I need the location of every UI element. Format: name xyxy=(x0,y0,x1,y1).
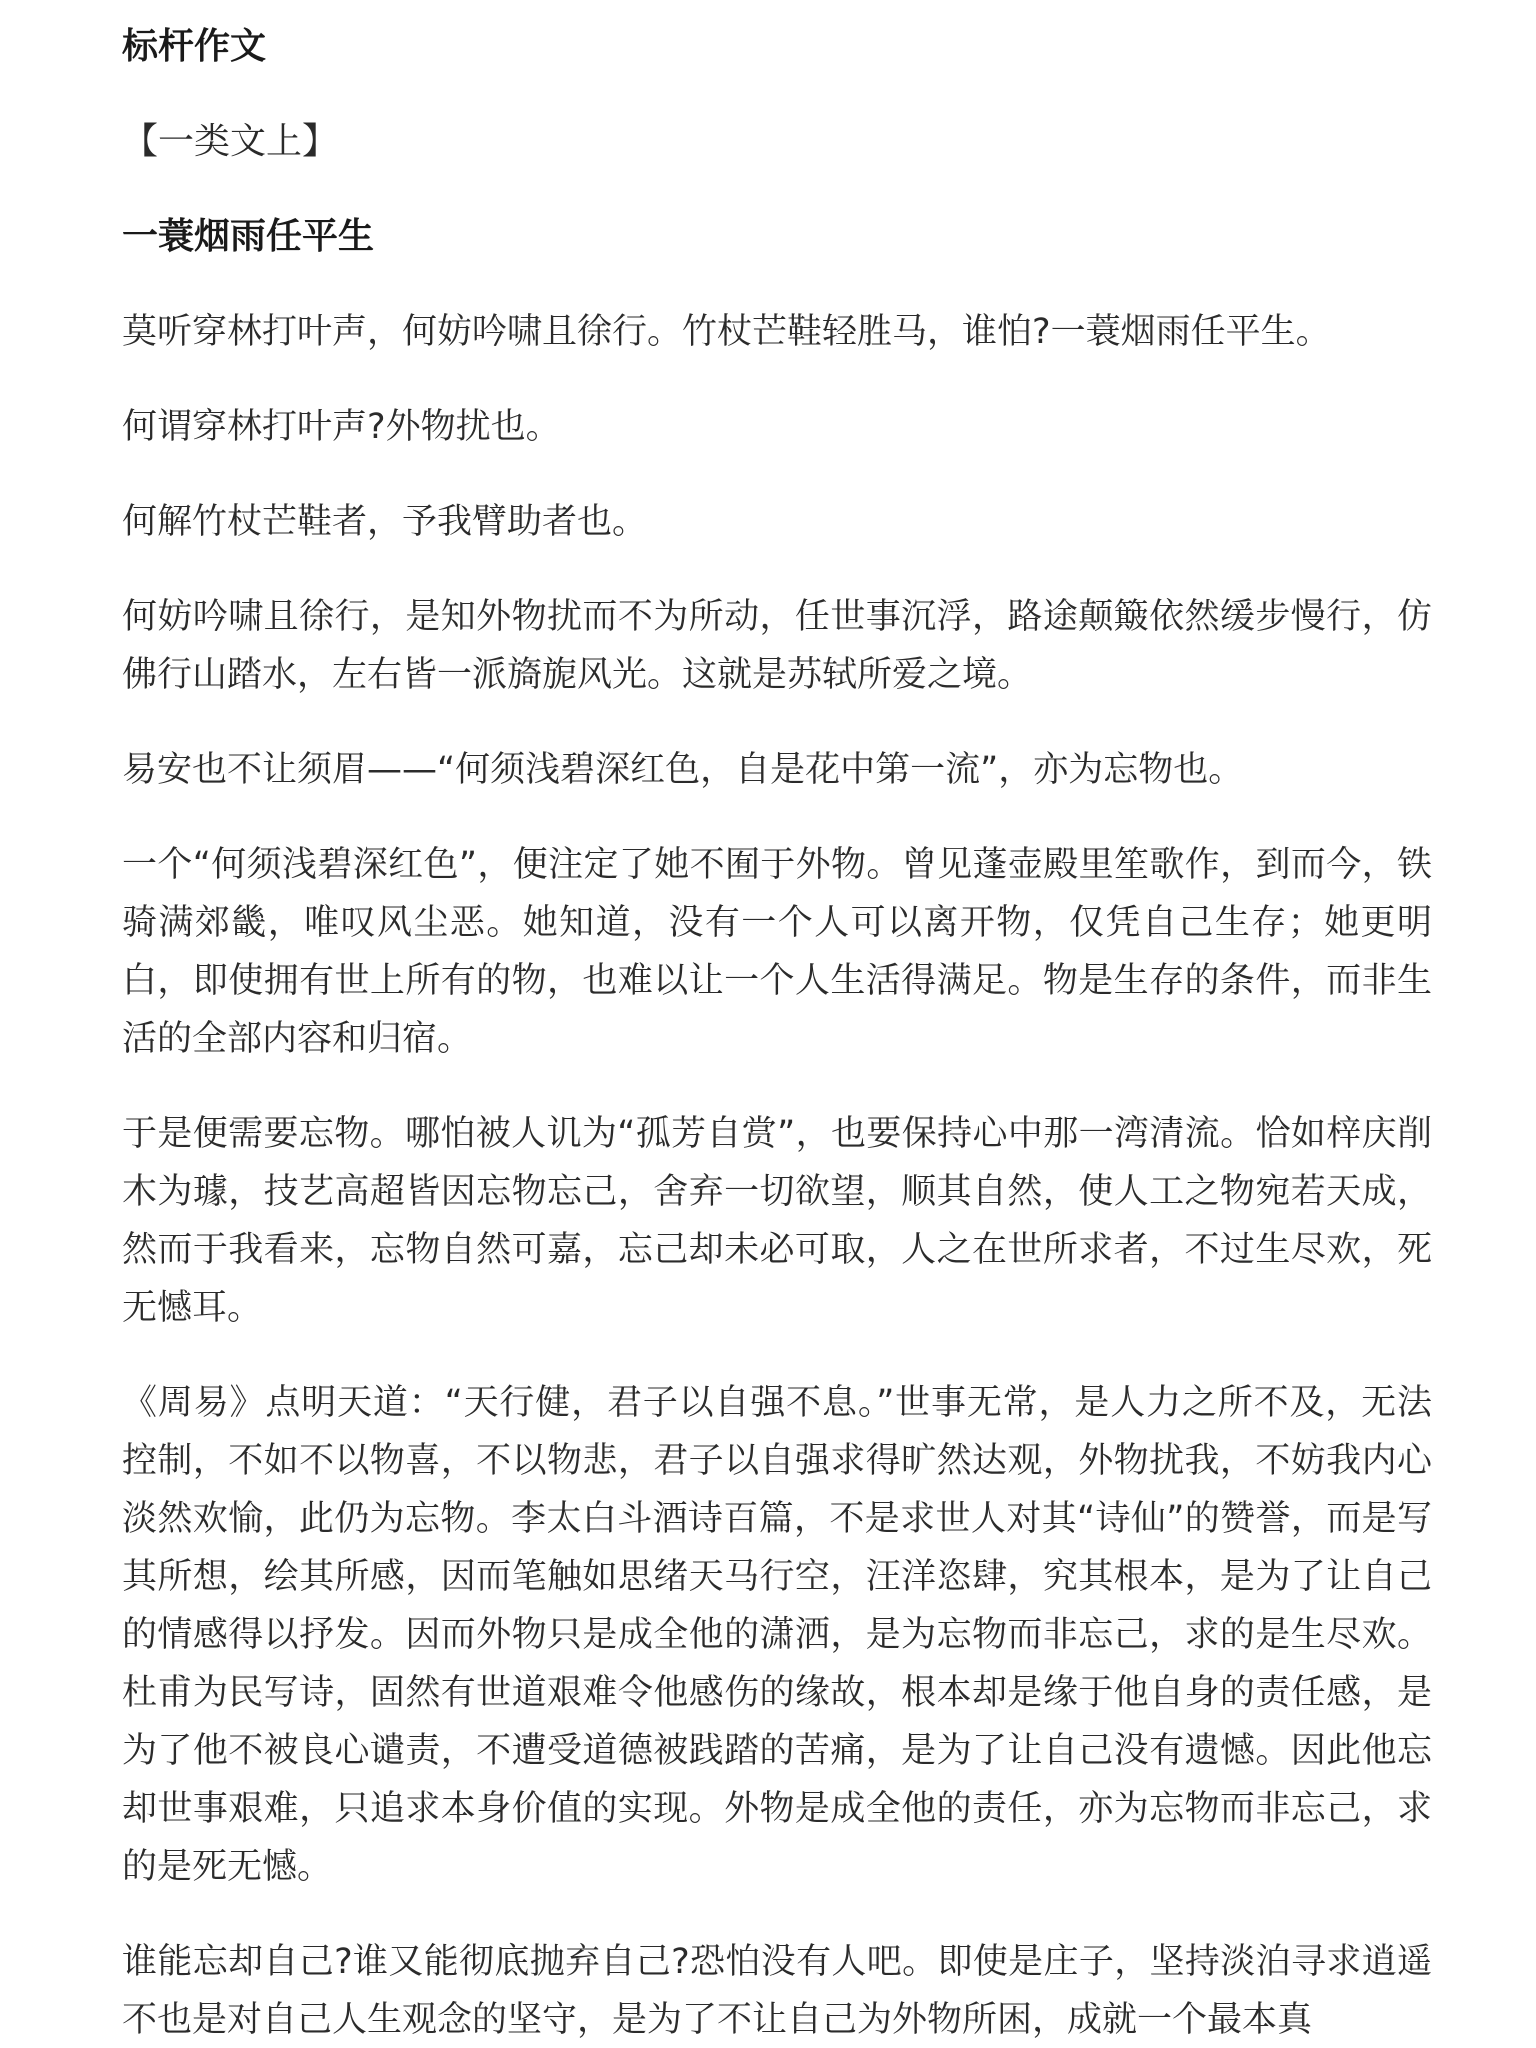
paragraph: 何妨吟啸且徐行，是知外物扰而不为所动，任世事沉浮，路途颠簸依然缓步慢行，仿佛行山踏水，左右皆一派旖旎风光。这就是苏轼所爱之境。 xyxy=(122,597,1432,695)
paragraph: 于是便需要忘物。哪怕被人讥为“孤芳自赏”，也要保持心中那一湾清流。恰如梓庆削木为璩，技艺高超皆因忘物忘己，舍弃一切欲望，顺其自然，使人工之物宛若天成，然而于我看来，忘物自然可嘉，忘己却未必可取，人之在世所求者，不过生尽欢，死无憾耳。 xyxy=(122,1114,1432,1328)
paragraph: 莫听穿林打叶声，何妨吟啸且徐行。竹杖芒鞋轻胜马，谁怕?一蓑烟雨任平生。 xyxy=(122,312,1331,352)
article-body xyxy=(122,18,1432,2048)
paragraph: 何解竹杖芒鞋者，予我臂助者也。 xyxy=(122,502,648,542)
paragraph: 谁能忘却自己?谁又能彻底抛弃自己?恐怕没有人吧。即使是庄子，坚持淡泊寻求逍遥不也是对自己人生观念的坚守，是为了不让自己为外物所困，成就一个最本真 xyxy=(122,1942,1432,2040)
paragraph: 易安也不让须眉——“何须浅碧深红色，自是花中第一流”，亦为忘物也。 xyxy=(122,750,1244,790)
paragraph: 一个“何须浅碧深红色”，便注定了她不囿于外物。曾见蓬壶殿里笙歌作，到而今，铁骑满郊畿，唯叹风尘恶。她知道，没有一个人可以离开物，仅凭自己生存；她更明白，即使拥有世上所有的物，也难以让一个人生活得满足。物是生存的条件，而非生活的全部内容和归宿。 xyxy=(122,845,1432,1059)
grade-category: 【一类文上】 xyxy=(122,121,339,162)
paragraph: 何谓穿林打叶声?外物扰也。 xyxy=(122,407,561,447)
essay-title: 一蓑烟雨任平生 xyxy=(122,216,375,257)
section-header: 标杆作文 xyxy=(122,26,267,67)
paragraph: 《周易》点明天道：“天行健，君子以自强不息。”世事无常，是人力之所不及，无法控制，不如不以物喜，不以物悲，君子以自强求得旷然达观，外物扰我，不妨我内心淡然欢愉，此仍为忘物。李太白斗酒诗百篇，不是求世人对其“诗仙”的赞誉，而是写其所想，绘其所感，因而笔触如思绪天马行空，汪洋恣肆，究其根本，是为了让自己的情感得以抒发。因而外物只是成全他的潇洒，是为忘物而非忘己，求的是生尽欢。杜甫为民写诗，固然有世道艰难令他感伤的缘故，根本却是缘于他自身的责任感，是为了他不被良心谴责，不遭受道德被践踏的苦痛，是为了让自己没有遗憾。因此他忘却世事艰难，只追求本身价值的实现。外物是成全他的责任，亦为忘物而非忘己，求的是死无憾。 xyxy=(122,1383,1432,1887)
